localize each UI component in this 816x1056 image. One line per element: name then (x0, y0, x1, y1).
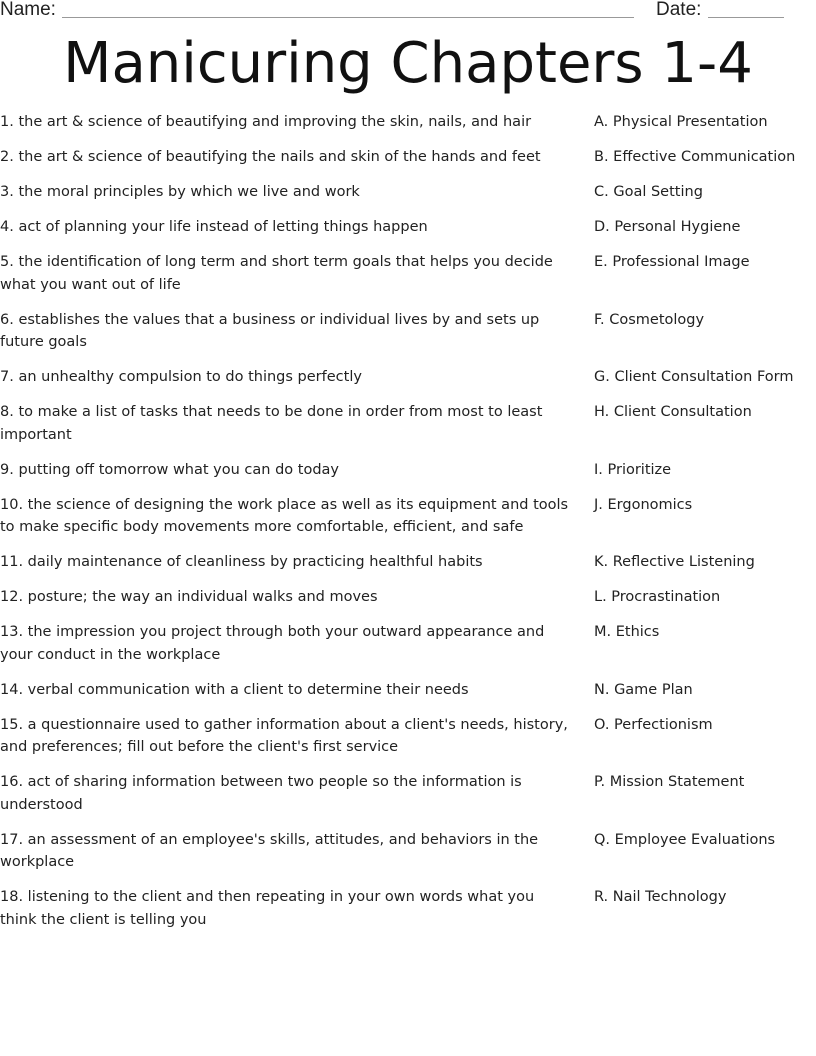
answer-option: E. Professional Image (594, 254, 750, 270)
date-field-line (708, 17, 784, 18)
clue-text: 5. the identification of long term and short term goals that helps you decide what you want out of life (0, 254, 553, 293)
answer-option: B. Effective Communication (594, 149, 796, 165)
clue-text: 16. act of sharing information between two people so the information is understood (0, 774, 522, 813)
page-title: Manicuring Chapters 1-4 (63, 31, 753, 96)
matching-row (0, 829, 816, 874)
clue-text: 1. the art & science of beautifying and improving the skin, nails, and hair (0, 114, 532, 130)
name-field-line (62, 17, 634, 18)
matching-row (0, 401, 816, 446)
matching-row (0, 551, 816, 574)
answer-option: C. Goal Setting (594, 184, 703, 200)
matching-row (0, 679, 816, 702)
matching-row (0, 459, 816, 482)
answer-option: Q. Employee Evaluations (594, 831, 776, 848)
matching-row (0, 146, 816, 169)
answer-option: K. Reflective Listening (594, 554, 755, 570)
clue-text: 7. an unhealthy compulsion to do things perfectly (0, 369, 362, 385)
matching-row (0, 714, 816, 759)
name-label: Name: (0, 0, 56, 20)
clue-text: 8. to make a list of tasks that needs to be done in order from most to least important (0, 404, 543, 443)
matching-row (0, 309, 816, 354)
matching-list (0, 111, 816, 944)
answer-option: O. Perfectionism (594, 716, 713, 733)
date-label: Date: (656, 0, 702, 20)
answer-option: I. Prioritize (594, 461, 672, 478)
matching-row (0, 216, 816, 239)
matching-row (0, 621, 816, 666)
answer-option: J. Ergonomics (594, 496, 693, 513)
answer-option: N. Game Plan (594, 681, 693, 698)
clue-text: 3. the moral principles by which we live and work (0, 184, 360, 200)
clue-text: 9. putting off tomorrow what you can do today (0, 461, 340, 478)
matching-row (0, 586, 816, 609)
clue-text: 13. the impression you project through both your outward appearance and your conduct in the workplace (0, 624, 545, 663)
clue-text: 6. establishes the values that a business or individual lives by and sets up future goals (0, 311, 540, 350)
clue-text: 2. the art & science of beautifying the nails and skin of the hands and feet (0, 149, 541, 165)
matching-row (0, 111, 816, 134)
clue-text: 18. listening to the client and then repeating in your own words what you think the client is telling you (0, 889, 535, 928)
answer-option: F. Cosmetology (594, 311, 705, 328)
answer-option: D. Personal Hygiene (594, 219, 741, 235)
answer-option: H. Client Consultation (594, 404, 752, 420)
matching-row (0, 366, 816, 389)
clue-text: 4. act of planning your life instead of letting things happen (0, 219, 428, 235)
clue-text: 15. a questionnaire used to gather information about a client's needs, history, and preferences; fill out before the client's first service (0, 716, 568, 755)
worksheet-header (0, 0, 816, 24)
matching-row (0, 251, 816, 296)
matching-row (0, 886, 816, 931)
answer-option: M. Ethics (594, 624, 660, 640)
clue-text: 14. verbal communication with a client to determine their needs (0, 681, 469, 698)
answer-option: A. Physical Presentation (594, 114, 768, 130)
clue-text: 17. an assessment of an employee's skills, attitudes, and behaviors in the workplace (0, 831, 539, 870)
answer-option: P. Mission Statement (594, 774, 745, 790)
clue-text: 11. daily maintenance of cleanliness by practicing healthful habits (0, 554, 483, 570)
answer-option: R. Nail Technology (594, 889, 727, 905)
clue-text: 10. the science of designing the work place as well as its equipment and tools to make specific body movements more comfortable, efficient, and safe (0, 496, 569, 535)
matching-row (0, 181, 816, 204)
answer-option: L. Procrastination (594, 589, 721, 605)
clue-text: 12. posture; the way an individual walks and moves (0, 589, 378, 605)
matching-row (0, 771, 816, 816)
answer-option: G. Client Consultation Form (594, 369, 794, 385)
matching-row (0, 494, 816, 539)
